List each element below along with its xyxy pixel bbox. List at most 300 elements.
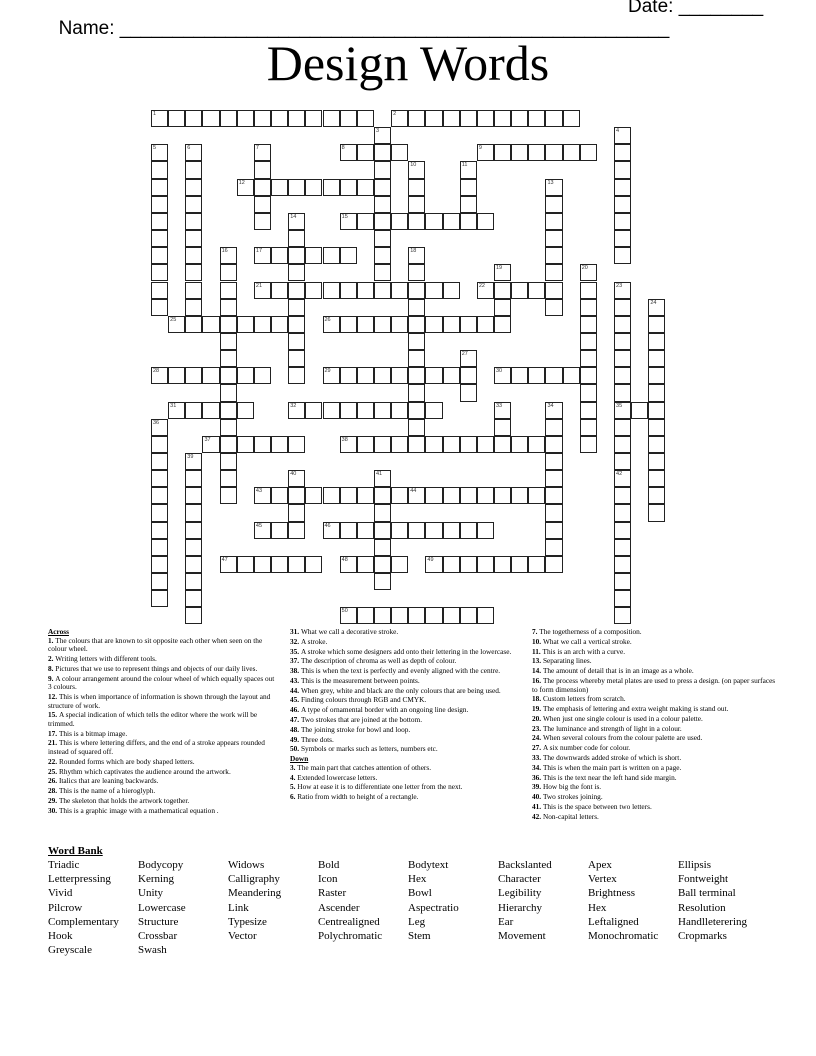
- crossword-cell[interactable]: [648, 470, 665, 487]
- crossword-cell[interactable]: [185, 299, 202, 316]
- crossword-cell[interactable]: [545, 110, 562, 127]
- crossword-cell[interactable]: [614, 127, 631, 144]
- crossword-cell[interactable]: [323, 316, 340, 333]
- crossword-cell[interactable]: [648, 487, 665, 504]
- crossword-cell[interactable]: [237, 556, 254, 573]
- crossword-cell[interactable]: [580, 419, 597, 436]
- crossword-cell[interactable]: [580, 350, 597, 367]
- crossword-cell[interactable]: [563, 367, 580, 384]
- crossword-cell[interactable]: [254, 247, 271, 264]
- crossword-cell[interactable]: [357, 436, 374, 453]
- crossword-cell[interactable]: [151, 282, 168, 299]
- crossword-cell[interactable]: [528, 556, 545, 573]
- crossword-cell[interactable]: [151, 590, 168, 607]
- crossword-cell[interactable]: [288, 504, 305, 521]
- crossword-cell[interactable]: [580, 333, 597, 350]
- crossword-cell[interactable]: [425, 436, 442, 453]
- crossword-cell[interactable]: [545, 213, 562, 230]
- crossword-cell[interactable]: [511, 110, 528, 127]
- crossword-cell[interactable]: [425, 367, 442, 384]
- crossword-cell[interactable]: [220, 453, 237, 470]
- crossword-cell[interactable]: [477, 144, 494, 161]
- crossword-cell[interactable]: [151, 522, 168, 539]
- crossword-cell[interactable]: [185, 179, 202, 196]
- crossword-cell[interactable]: [614, 333, 631, 350]
- crossword-cell[interactable]: [237, 402, 254, 419]
- crossword-cell[interactable]: [254, 282, 271, 299]
- crossword-cell[interactable]: [254, 110, 271, 127]
- crossword-cell[interactable]: [648, 299, 665, 316]
- crossword-cell[interactable]: [511, 144, 528, 161]
- crossword-cell[interactable]: [323, 179, 340, 196]
- crossword-cell[interactable]: [460, 110, 477, 127]
- crossword-cell[interactable]: [151, 144, 168, 161]
- crossword-cell[interactable]: [494, 316, 511, 333]
- crossword-cell[interactable]: [185, 522, 202, 539]
- crossword-cell[interactable]: [614, 539, 631, 556]
- crossword-cell[interactable]: [494, 282, 511, 299]
- crossword-cell[interactable]: [151, 504, 168, 521]
- crossword-cell[interactable]: [357, 179, 374, 196]
- crossword-cell[interactable]: [408, 264, 425, 281]
- crossword-cell[interactable]: [151, 556, 168, 573]
- crossword-cell[interactable]: [614, 350, 631, 367]
- crossword-cell[interactable]: [563, 144, 580, 161]
- crossword-cell[interactable]: [374, 247, 391, 264]
- crossword-cell[interactable]: [494, 487, 511, 504]
- crossword-cell[interactable]: [185, 230, 202, 247]
- crossword-cell[interactable]: [220, 282, 237, 299]
- crossword-cell[interactable]: [614, 487, 631, 504]
- crossword-cell[interactable]: [460, 607, 477, 624]
- crossword-cell[interactable]: [305, 282, 322, 299]
- crossword-cell[interactable]: [357, 213, 374, 230]
- crossword-cell[interactable]: [288, 436, 305, 453]
- crossword-cell[interactable]: [391, 522, 408, 539]
- crossword-cell[interactable]: [545, 282, 562, 299]
- crossword-cell[interactable]: [614, 402, 631, 419]
- crossword-cell[interactable]: [185, 213, 202, 230]
- crossword-cell[interactable]: [443, 607, 460, 624]
- crossword-cell[interactable]: [580, 402, 597, 419]
- crossword-cell[interactable]: [202, 436, 219, 453]
- crossword-cell[interactable]: [477, 436, 494, 453]
- crossword-cell[interactable]: [288, 264, 305, 281]
- crossword-cell[interactable]: [151, 264, 168, 281]
- crossword-cell[interactable]: [391, 367, 408, 384]
- crossword-cell[interactable]: [288, 213, 305, 230]
- crossword-cell[interactable]: [151, 453, 168, 470]
- crossword-cell[interactable]: [340, 522, 357, 539]
- crossword-cell[interactable]: [220, 247, 237, 264]
- crossword-cell[interactable]: [340, 247, 357, 264]
- crossword-cell[interactable]: [271, 316, 288, 333]
- crossword-cell[interactable]: [185, 470, 202, 487]
- crossword-cell[interactable]: [477, 316, 494, 333]
- crossword-cell[interactable]: [408, 487, 425, 504]
- crossword-cell[interactable]: [408, 282, 425, 299]
- crossword-cell[interactable]: [357, 110, 374, 127]
- crossword-cell[interactable]: [528, 282, 545, 299]
- crossword-cell[interactable]: [545, 196, 562, 213]
- crossword-cell[interactable]: [220, 110, 237, 127]
- crossword-cell[interactable]: [648, 384, 665, 401]
- crossword-cell[interactable]: [340, 144, 357, 161]
- crossword-cell[interactable]: [494, 556, 511, 573]
- crossword-cell[interactable]: [545, 487, 562, 504]
- crossword-cell[interactable]: [528, 367, 545, 384]
- crossword-cell[interactable]: [185, 282, 202, 299]
- crossword-cell[interactable]: [511, 556, 528, 573]
- crossword-cell[interactable]: [425, 110, 442, 127]
- crossword-cell[interactable]: [614, 282, 631, 299]
- crossword-cell[interactable]: [408, 522, 425, 539]
- crossword-cell[interactable]: [528, 110, 545, 127]
- crossword-cell[interactable]: [545, 367, 562, 384]
- crossword-cell[interactable]: [614, 247, 631, 264]
- crossword-cell[interactable]: [185, 316, 202, 333]
- crossword-cell[interactable]: [528, 144, 545, 161]
- crossword-cell[interactable]: [185, 504, 202, 521]
- crossword-cell[interactable]: [374, 230, 391, 247]
- crossword-cell[interactable]: [614, 196, 631, 213]
- crossword-cell[interactable]: [477, 556, 494, 573]
- crossword-cell[interactable]: [151, 161, 168, 178]
- crossword-cell[interactable]: [151, 179, 168, 196]
- crossword-cell[interactable]: [580, 316, 597, 333]
- crossword-cell[interactable]: [151, 436, 168, 453]
- crossword-cell[interactable]: [202, 367, 219, 384]
- crossword-cell[interactable]: [220, 264, 237, 281]
- crossword-cell[interactable]: [477, 213, 494, 230]
- crossword-cell[interactable]: [614, 556, 631, 573]
- crossword-cell[interactable]: [288, 316, 305, 333]
- crossword-cell[interactable]: [237, 110, 254, 127]
- crossword-cell[interactable]: [425, 213, 442, 230]
- crossword-cell[interactable]: [408, 367, 425, 384]
- crossword-cell[interactable]: [357, 367, 374, 384]
- crossword-cell[interactable]: [391, 316, 408, 333]
- crossword-cell[interactable]: [425, 282, 442, 299]
- crossword-cell[interactable]: [443, 522, 460, 539]
- crossword-cell[interactable]: [391, 436, 408, 453]
- crossword-cell[interactable]: [357, 556, 374, 573]
- crossword-cell[interactable]: [443, 487, 460, 504]
- crossword-cell[interactable]: [151, 299, 168, 316]
- crossword-cell[interactable]: [614, 590, 631, 607]
- crossword-cell[interactable]: [494, 264, 511, 281]
- crossword-cell[interactable]: [391, 487, 408, 504]
- crossword-cell[interactable]: [494, 367, 511, 384]
- crossword-cell[interactable]: [408, 436, 425, 453]
- crossword-cell[interactable]: [305, 247, 322, 264]
- crossword-cell[interactable]: [408, 161, 425, 178]
- crossword-cell[interactable]: [288, 487, 305, 504]
- crossword-cell[interactable]: [254, 522, 271, 539]
- crossword-cell[interactable]: [323, 110, 340, 127]
- crossword-cell[interactable]: [340, 556, 357, 573]
- crossword-cell[interactable]: [391, 110, 408, 127]
- crossword-cell[interactable]: [374, 522, 391, 539]
- crossword-cell[interactable]: [648, 453, 665, 470]
- crossword-cell[interactable]: [271, 556, 288, 573]
- crossword-cell[interactable]: [614, 316, 631, 333]
- crossword-cell[interactable]: [408, 419, 425, 436]
- crossword-cell[interactable]: [374, 282, 391, 299]
- crossword-cell[interactable]: [545, 453, 562, 470]
- crossword-cell[interactable]: [271, 282, 288, 299]
- crossword-cell[interactable]: [580, 264, 597, 281]
- crossword-cell[interactable]: [185, 367, 202, 384]
- crossword-cell[interactable]: [237, 367, 254, 384]
- crossword-cell[interactable]: [443, 556, 460, 573]
- crossword-cell[interactable]: [545, 402, 562, 419]
- crossword-cell[interactable]: [494, 110, 511, 127]
- crossword-cell[interactable]: [202, 316, 219, 333]
- crossword-cell[interactable]: [151, 247, 168, 264]
- crossword-cell[interactable]: [460, 487, 477, 504]
- crossword-cell[interactable]: [237, 316, 254, 333]
- crossword-cell[interactable]: [340, 179, 357, 196]
- crossword-cell[interactable]: [460, 522, 477, 539]
- crossword-cell[interactable]: [648, 367, 665, 384]
- crossword-cell[interactable]: [391, 402, 408, 419]
- crossword-cell[interactable]: [614, 179, 631, 196]
- crossword-cell[interactable]: [254, 144, 271, 161]
- crossword-cell[interactable]: [528, 487, 545, 504]
- crossword-cell[interactable]: [614, 367, 631, 384]
- crossword-cell[interactable]: [614, 470, 631, 487]
- crossword-cell[interactable]: [648, 436, 665, 453]
- crossword-cell[interactable]: [374, 127, 391, 144]
- crossword-cell[interactable]: [340, 367, 357, 384]
- crossword-cell[interactable]: [614, 213, 631, 230]
- crossword-cell[interactable]: [340, 213, 357, 230]
- crossword-cell[interactable]: [288, 230, 305, 247]
- crossword-cell[interactable]: [271, 110, 288, 127]
- crossword-cell[interactable]: [648, 350, 665, 367]
- crossword-cell[interactable]: [374, 436, 391, 453]
- crossword-cell[interactable]: [288, 470, 305, 487]
- crossword-cell[interactable]: [460, 316, 477, 333]
- crossword-cell[interactable]: [648, 504, 665, 521]
- crossword-cell[interactable]: [494, 144, 511, 161]
- crossword-cell[interactable]: [460, 384, 477, 401]
- crossword-cell[interactable]: [288, 367, 305, 384]
- crossword-cell[interactable]: [648, 316, 665, 333]
- crossword-cell[interactable]: [545, 144, 562, 161]
- crossword-cell[interactable]: [631, 402, 648, 419]
- crossword-cell[interactable]: [220, 402, 237, 419]
- crossword-cell[interactable]: [271, 487, 288, 504]
- crossword-cell[interactable]: [614, 299, 631, 316]
- crossword-cell[interactable]: [288, 179, 305, 196]
- crossword-cell[interactable]: [614, 161, 631, 178]
- crossword-cell[interactable]: [408, 110, 425, 127]
- crossword-cell[interactable]: [391, 213, 408, 230]
- crossword-cell[interactable]: [305, 110, 322, 127]
- crossword-cell[interactable]: [357, 402, 374, 419]
- crossword-cell[interactable]: [340, 436, 357, 453]
- crossword-cell[interactable]: [220, 299, 237, 316]
- crossword-cell[interactable]: [374, 556, 391, 573]
- crossword-cell[interactable]: [185, 590, 202, 607]
- crossword-cell[interactable]: [254, 213, 271, 230]
- crossword-cell[interactable]: [202, 110, 219, 127]
- crossword-cell[interactable]: [408, 179, 425, 196]
- crossword-cell[interactable]: [151, 573, 168, 590]
- crossword-cell[interactable]: [545, 419, 562, 436]
- crossword-cell[interactable]: [220, 436, 237, 453]
- crossword-cell[interactable]: [288, 350, 305, 367]
- crossword-cell[interactable]: [168, 316, 185, 333]
- crossword-cell[interactable]: [357, 282, 374, 299]
- crossword-cell[interactable]: [185, 264, 202, 281]
- crossword-cell[interactable]: [545, 470, 562, 487]
- crossword-cell[interactable]: [185, 196, 202, 213]
- crossword-cell[interactable]: [563, 110, 580, 127]
- crossword-cell[interactable]: [374, 196, 391, 213]
- crossword-cell[interactable]: [340, 316, 357, 333]
- crossword-cell[interactable]: [580, 282, 597, 299]
- crossword-cell[interactable]: [460, 367, 477, 384]
- crossword-cell[interactable]: [648, 333, 665, 350]
- crossword-cell[interactable]: [254, 436, 271, 453]
- crossword-cell[interactable]: [340, 282, 357, 299]
- crossword-cell[interactable]: [580, 299, 597, 316]
- crossword-cell[interactable]: [340, 607, 357, 624]
- crossword-cell[interactable]: [151, 539, 168, 556]
- crossword-cell[interactable]: [545, 230, 562, 247]
- crossword-cell[interactable]: [614, 504, 631, 521]
- crossword-cell[interactable]: [220, 316, 237, 333]
- crossword-cell[interactable]: [580, 384, 597, 401]
- crossword-cell[interactable]: [185, 539, 202, 556]
- crossword-cell[interactable]: [374, 316, 391, 333]
- crossword-cell[interactable]: [151, 470, 168, 487]
- crossword-cell[interactable]: [648, 402, 665, 419]
- crossword-cell[interactable]: [185, 453, 202, 470]
- crossword-cell[interactable]: [220, 350, 237, 367]
- crossword-cell[interactable]: [254, 487, 271, 504]
- crossword-cell[interactable]: [168, 110, 185, 127]
- crossword-cell[interactable]: [323, 522, 340, 539]
- crossword-cell[interactable]: [545, 299, 562, 316]
- crossword-cell[interactable]: [460, 436, 477, 453]
- crossword-cell[interactable]: [443, 282, 460, 299]
- crossword-cell[interactable]: [408, 299, 425, 316]
- crossword-cell[interactable]: [323, 367, 340, 384]
- crossword-cell[interactable]: [391, 556, 408, 573]
- crossword-cell[interactable]: [254, 161, 271, 178]
- crossword-cell[interactable]: [408, 247, 425, 264]
- crossword-cell[interactable]: [528, 436, 545, 453]
- crossword-cell[interactable]: [460, 161, 477, 178]
- crossword-cell[interactable]: [408, 213, 425, 230]
- crossword-cell[interactable]: [648, 419, 665, 436]
- crossword-cell[interactable]: [185, 402, 202, 419]
- crossword-cell[interactable]: [254, 196, 271, 213]
- crossword-cell[interactable]: [374, 487, 391, 504]
- crossword-cell[interactable]: [477, 607, 494, 624]
- crossword-cell[interactable]: [288, 299, 305, 316]
- crossword-cell[interactable]: [323, 402, 340, 419]
- crossword-cell[interactable]: [305, 487, 322, 504]
- crossword-cell[interactable]: [357, 522, 374, 539]
- crossword-cell[interactable]: [237, 179, 254, 196]
- crossword-cell[interactable]: [614, 230, 631, 247]
- crossword-cell[interactable]: [288, 556, 305, 573]
- crossword-cell[interactable]: [357, 144, 374, 161]
- crossword-cell[interactable]: [545, 522, 562, 539]
- crossword-cell[interactable]: [374, 264, 391, 281]
- crossword-cell[interactable]: [408, 333, 425, 350]
- crossword-cell[interactable]: [425, 522, 442, 539]
- crossword-cell[interactable]: [151, 196, 168, 213]
- crossword-cell[interactable]: [185, 487, 202, 504]
- crossword-cell[interactable]: [220, 384, 237, 401]
- crossword-cell[interactable]: [288, 247, 305, 264]
- crossword-cell[interactable]: [323, 247, 340, 264]
- crossword-cell[interactable]: [425, 487, 442, 504]
- crossword-cell[interactable]: [305, 556, 322, 573]
- crossword-cell[interactable]: [220, 487, 237, 504]
- date-field[interactable]: Date: ________: [628, 0, 764, 17]
- crossword-cell[interactable]: [545, 247, 562, 264]
- crossword-cell[interactable]: [511, 436, 528, 453]
- crossword-cell[interactable]: [443, 436, 460, 453]
- crossword-cell[interactable]: [357, 487, 374, 504]
- crossword-cell[interactable]: [305, 179, 322, 196]
- crossword-cell[interactable]: [185, 573, 202, 590]
- crossword-cell[interactable]: [614, 144, 631, 161]
- crossword-cell[interactable]: [460, 213, 477, 230]
- crossword-cell[interactable]: [425, 556, 442, 573]
- crossword-cell[interactable]: [254, 556, 271, 573]
- crossword-cell[interactable]: [460, 179, 477, 196]
- crossword-cell[interactable]: [614, 384, 631, 401]
- crossword-cell[interactable]: [460, 350, 477, 367]
- crossword-cell[interactable]: [151, 419, 168, 436]
- crossword-cell[interactable]: [357, 607, 374, 624]
- crossword-cell[interactable]: [185, 161, 202, 178]
- crossword-cell[interactable]: [151, 230, 168, 247]
- crossword-cell[interactable]: [288, 110, 305, 127]
- crossword-cell[interactable]: [545, 504, 562, 521]
- crossword-cell[interactable]: [271, 436, 288, 453]
- crossword-cell[interactable]: [254, 179, 271, 196]
- crossword-cell[interactable]: [460, 556, 477, 573]
- crossword-cell[interactable]: [494, 402, 511, 419]
- crossword-cell[interactable]: [545, 436, 562, 453]
- crossword-cell[interactable]: [391, 144, 408, 161]
- crossword-cell[interactable]: [545, 179, 562, 196]
- crossword-cell[interactable]: [511, 282, 528, 299]
- crossword-cell[interactable]: [271, 247, 288, 264]
- crossword-cell[interactable]: [580, 144, 597, 161]
- crossword-cell[interactable]: [220, 556, 237, 573]
- crossword-cell[interactable]: [271, 522, 288, 539]
- crossword-cell[interactable]: [151, 213, 168, 230]
- crossword-cell[interactable]: [374, 504, 391, 521]
- crossword-cell[interactable]: [185, 556, 202, 573]
- crossword-cell[interactable]: [511, 487, 528, 504]
- crossword-cell[interactable]: [545, 264, 562, 281]
- crossword-cell[interactable]: [391, 607, 408, 624]
- crossword-cell[interactable]: [220, 333, 237, 350]
- crossword-cell[interactable]: [340, 487, 357, 504]
- crossword-cell[interactable]: [511, 367, 528, 384]
